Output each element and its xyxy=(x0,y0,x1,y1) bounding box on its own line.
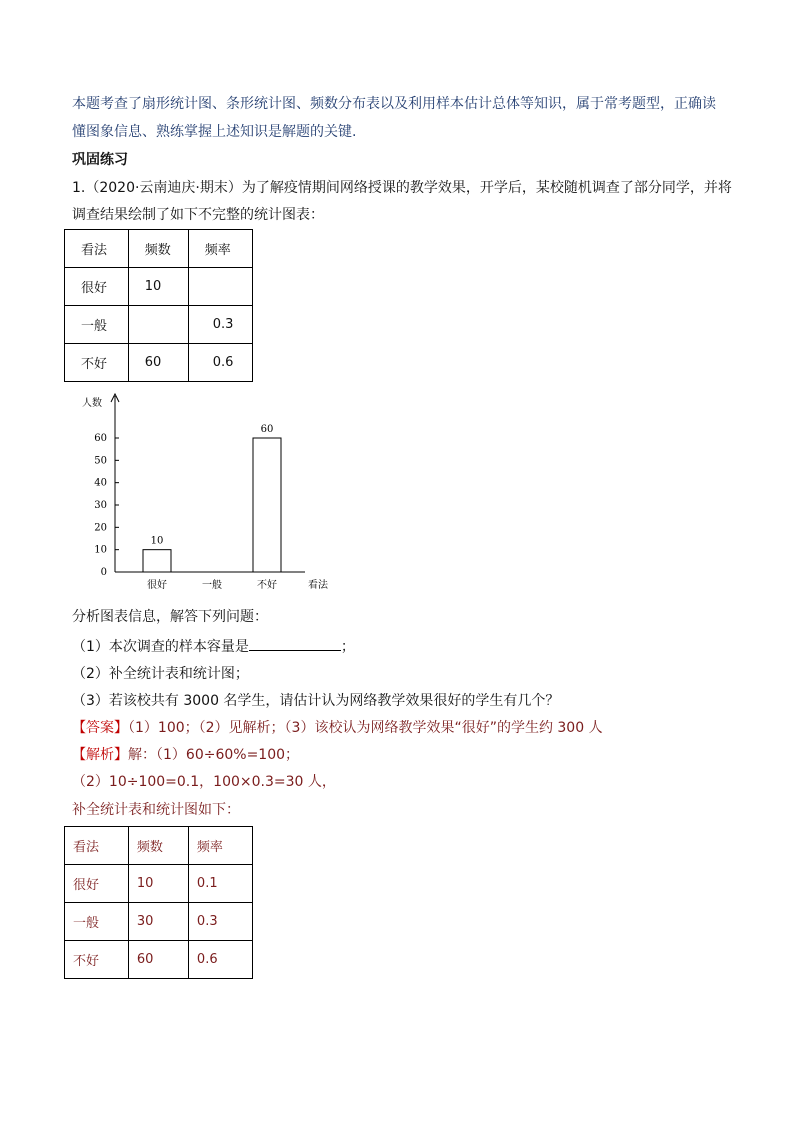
table-cell: 看法 xyxy=(65,230,129,268)
table-cell: 频率 xyxy=(188,827,252,865)
table-row xyxy=(65,941,253,979)
bar-chart xyxy=(60,388,360,598)
analysis-tag: 【解析】 xyxy=(72,747,128,763)
table-cell: 0.3 xyxy=(188,306,252,344)
y-axis-label: 人数 xyxy=(82,398,102,409)
sub-question-1-suffix: ； xyxy=(340,639,355,655)
table-row xyxy=(65,230,253,268)
table-row xyxy=(65,306,253,344)
answer-line xyxy=(72,718,603,738)
question-line-1: 1.（2020·云南迪庆·期末）为了解疫情期间网络授课的教学效果，开学后，某校随机调查了部分同学，并将 xyxy=(72,180,732,196)
table-cell xyxy=(188,268,252,306)
analysis-line-2: （2）10÷100=0.1，100×0.3=30 人， xyxy=(72,774,336,790)
sub-question-3: （3）若该校共有 3000 名学生，请估计认为网络教学效果很好的学生有几个？ xyxy=(72,693,560,709)
answer-tag: 【答案】 xyxy=(72,720,128,736)
table-cell: 频数 xyxy=(128,827,188,865)
analysis-line-1 xyxy=(72,745,299,765)
bar-2 xyxy=(253,438,281,572)
bar-data-label: 60 xyxy=(260,424,274,435)
table-row xyxy=(65,344,253,382)
bar-0 xyxy=(143,550,171,572)
table-cell: 不好 xyxy=(65,941,129,979)
y-tick-label: 50 xyxy=(94,455,107,467)
bars xyxy=(143,424,281,591)
table-cell: 不好 xyxy=(65,344,129,382)
y-tick-label: 10 xyxy=(94,544,107,556)
analysis-text-1: 解：（1）60÷60%=100； xyxy=(128,747,300,763)
section-title: 巩固练习 xyxy=(72,152,128,168)
y-tick-label: 40 xyxy=(94,477,107,489)
table-cell: 很好 xyxy=(65,268,129,306)
table-row xyxy=(65,268,253,306)
table-row xyxy=(65,827,253,865)
analysis-line-3: 补全统计表和统计图如下： xyxy=(72,802,240,818)
question-line-2: 调查结果绘制了如下不完整的统计图表： xyxy=(72,207,324,223)
intro-line-1: 本题考查了扇形统计图、条形统计图、频数分布表以及利用样本估计总体等知识，属于常考题型，正确读 xyxy=(72,96,716,112)
intro-line-2: 懂图象信息、熟练掌握上述知识是解题的关键. xyxy=(72,124,357,140)
x-tick-label: 一般 xyxy=(202,580,222,591)
bar-data-label: 10 xyxy=(150,535,164,547)
table-cell: 10 xyxy=(128,865,188,903)
table-cell: 60 xyxy=(128,941,188,979)
table-cell: 频率 xyxy=(188,230,252,268)
table-row xyxy=(65,903,253,941)
answer-text: （1）100；（2）见解析；（3）该校认为网络教学效果“很好”的学生约 300 人 xyxy=(128,720,603,736)
table-cell: 60 xyxy=(128,344,188,382)
x-tick-label: 很好 xyxy=(147,580,167,591)
table-cell: 30 xyxy=(128,903,188,941)
y-tick-label: 20 xyxy=(94,522,107,534)
x-axis-label: 看法 xyxy=(308,580,328,591)
table-row xyxy=(65,865,253,903)
frequency-table xyxy=(64,229,253,382)
table-cell: 10 xyxy=(128,268,188,306)
table-cell xyxy=(128,306,188,344)
y-tick-label: 30 xyxy=(94,500,107,511)
table-cell: 很好 xyxy=(65,865,129,903)
sub-question-1-prefix: （1）本次调查的样本容量是 xyxy=(72,639,249,655)
x-tick-label: 不好 xyxy=(257,580,277,591)
table-cell: 频数 xyxy=(128,230,188,268)
sub-question-1 xyxy=(72,636,355,657)
table-cell: 0.1 xyxy=(188,865,252,903)
table-cell: 0.3 xyxy=(188,903,252,941)
table-cell: 一般 xyxy=(65,903,129,941)
prompt-text: 分析图表信息，解答下列问题： xyxy=(72,609,268,625)
table-cell: 看法 xyxy=(65,827,129,865)
completed-frequency-table xyxy=(64,826,253,979)
table-cell: 0.6 xyxy=(188,941,252,979)
answer-blank[interactable] xyxy=(249,636,341,651)
table-cell: 一般 xyxy=(65,306,129,344)
sub-question-2: （2）补全统计表和统计图； xyxy=(72,666,249,682)
y-tick-label: 60 xyxy=(94,433,107,444)
y-tick-label: 0 xyxy=(100,567,107,578)
table-cell: 0.6 xyxy=(188,344,252,382)
